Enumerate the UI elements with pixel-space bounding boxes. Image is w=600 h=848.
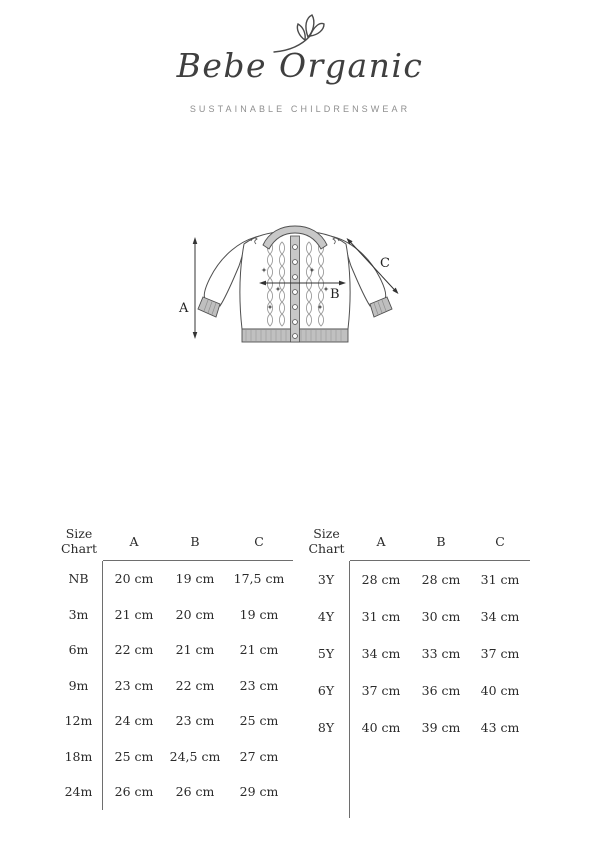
cell-a: 24 cm — [114, 713, 154, 729]
cell-a: 23 cm — [114, 677, 154, 693]
size-table-kids — [303, 522, 530, 818]
column-header-b: B — [412, 522, 470, 561]
row-label: 5Y — [303, 635, 350, 672]
cell-b: 36 cm — [421, 683, 461, 698]
row-label: 8Y — [303, 709, 350, 746]
cell-b: 30 cm — [421, 609, 461, 624]
cell-b: 24,5 cm — [169, 748, 221, 764]
cell-c: 17,5 cm — [233, 571, 285, 587]
row-label: 12m — [55, 703, 103, 739]
cardigan-illustration — [165, 210, 445, 360]
cell-c: 31 cm — [480, 572, 520, 587]
row-label: 9m — [55, 668, 103, 704]
brand-tagline: SUSTAINABLE CHILDRENSWEAR — [189, 104, 411, 114]
cell-a: 31 cm — [361, 609, 401, 624]
cell-c: 34 cm — [480, 609, 520, 624]
cell-a: 20 cm — [114, 571, 154, 587]
cell-b: 39 cm — [421, 720, 461, 735]
cell-a: 40 cm — [361, 720, 401, 735]
column-header-a: A — [103, 522, 165, 561]
cell-a: 37 cm — [361, 683, 401, 698]
cell-c: 27 cm — [239, 748, 279, 764]
cell-c: 23 cm — [239, 677, 279, 693]
cell-c: 19 cm — [239, 606, 279, 622]
cell-a: 22 cm — [114, 642, 154, 658]
cell-a: 25 cm — [114, 748, 154, 764]
cell-b: 19 cm — [175, 571, 215, 587]
cell-c: 40 cm — [480, 683, 520, 698]
cell-c: 37 cm — [480, 646, 520, 661]
column-header-a: A — [350, 522, 412, 561]
column-header-c: C — [225, 522, 293, 561]
row-label: 24m — [55, 774, 103, 810]
row-label: NB — [55, 561, 103, 597]
row-label: 3Y — [303, 561, 350, 598]
row-label: 18m — [55, 739, 103, 775]
column-header-b: B — [165, 522, 225, 561]
row-label: 6Y — [303, 672, 350, 709]
button-placket — [291, 236, 300, 342]
cell-b: 22 cm — [175, 677, 215, 693]
row-label: 3m — [55, 597, 103, 633]
cell-c: 21 cm — [239, 642, 279, 658]
table-title: Size Chart — [308, 526, 345, 556]
cell-c: 25 cm — [239, 713, 279, 729]
cell-b: 28 cm — [421, 572, 461, 587]
measure-label-c: C — [380, 256, 390, 271]
column-header-c: C — [470, 522, 530, 561]
cell-b: 26 cm — [175, 784, 215, 800]
row-label: 6m — [55, 632, 103, 668]
cell-c: 43 cm — [480, 720, 520, 735]
cell-c: 29 cm — [239, 784, 279, 800]
measure-label-b: B — [330, 287, 340, 302]
cell-a: 21 cm — [114, 606, 154, 622]
row-label: 4Y — [303, 598, 350, 635]
brand-name: Bebe Organic — [176, 46, 424, 85]
table-title: Size Chart — [60, 526, 98, 556]
cell-b: 20 cm — [175, 606, 215, 622]
cell-b: 23 cm — [175, 713, 215, 729]
measure-label-a: A — [179, 301, 189, 316]
cell-b: 21 cm — [175, 642, 215, 658]
cell-b: 33 cm — [421, 646, 461, 661]
cell-a: 26 cm — [114, 784, 154, 800]
cell-a: 34 cm — [361, 646, 401, 661]
size-table-baby — [55, 522, 293, 810]
measure-arrow-a — [193, 237, 198, 339]
table-line-extension — [303, 746, 350, 818]
cell-a: 28 cm — [361, 572, 401, 587]
